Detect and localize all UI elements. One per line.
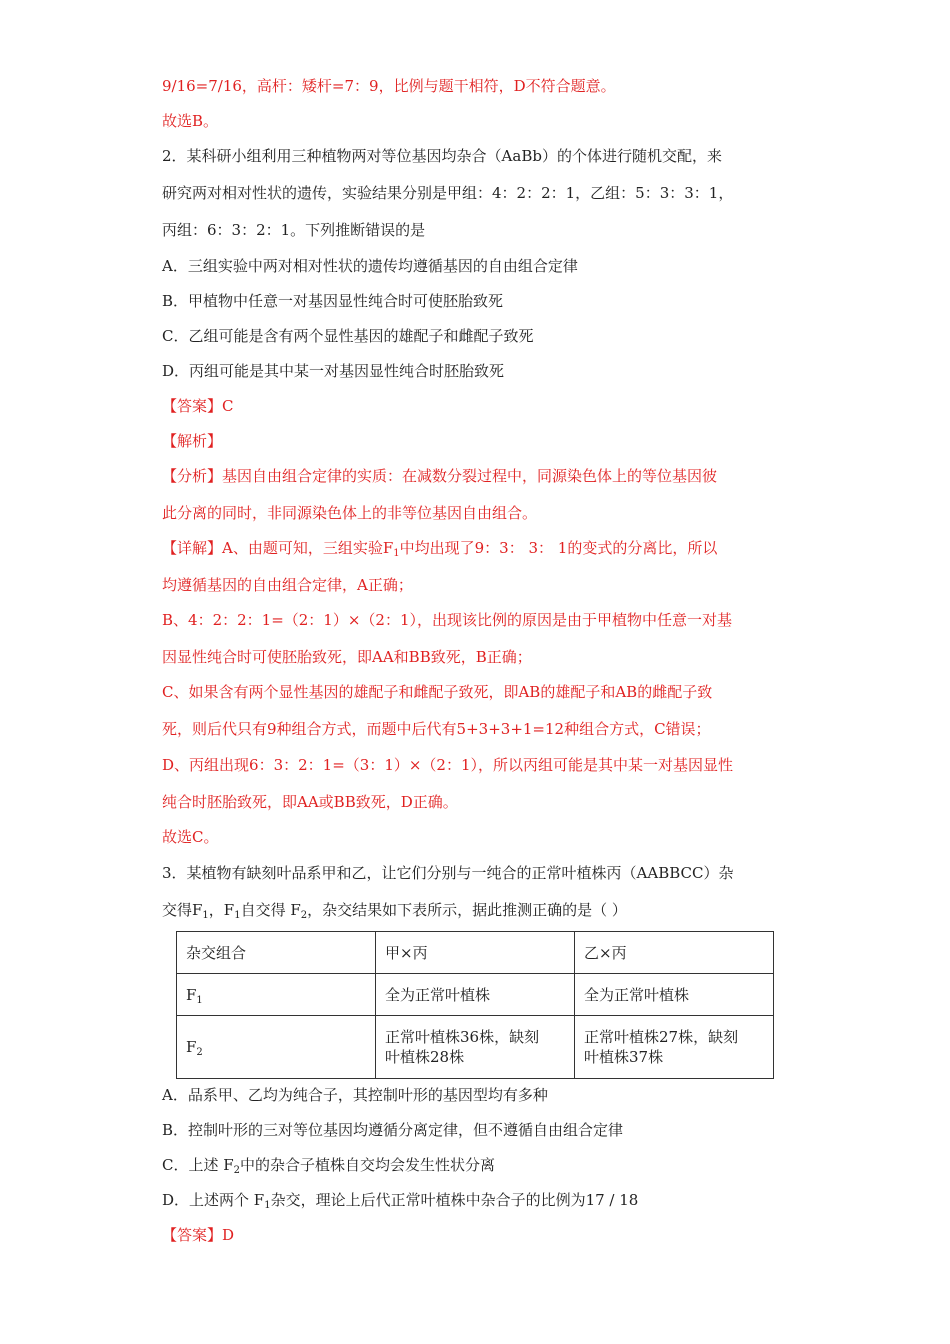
table-cell: 全为正常叶植株: [376, 974, 575, 1016]
detail-text-part: 中均出现了9：3： 3： 1的变式的分离比，所以: [399, 539, 718, 557]
answer-label: 【答案】C: [162, 397, 234, 415]
detail-text: 死，则后代只有9种组合方式，而题中后代有5+3+3+1=12种组合方式，C错误；: [162, 720, 711, 738]
question-3-option-b: B．控制叶形的三对等位基因均遵循分离定律，但不遵循自由组合定律: [162, 1121, 624, 1139]
subscript: 1: [393, 548, 400, 559]
table-cell: [177, 1016, 376, 1079]
text-line: 故选B。: [162, 112, 219, 130]
question-3-stem: 3．某植物有缺刻叶品系甲和乙，让它们分别与一纯合的正常叶植株丙（AABBCC）杂: [162, 864, 734, 882]
cell-text: 叶植株37株: [584, 1048, 664, 1066]
subscript: 1: [196, 994, 203, 1006]
analysis-text: 【分析】基因自由组合定律的实质：在减数分裂过程中，同源染色体上的等位基因彼: [162, 467, 718, 485]
option-part: C．上述 F: [162, 1156, 234, 1174]
detail-text: 均遵循基因的自由组合定律，A正确；: [162, 576, 413, 594]
analysis-label: 【解析】: [162, 432, 223, 450]
option-part: 中的杂合子植株自交均会发生性状分离: [240, 1156, 496, 1174]
answer-label: 【答案】D: [162, 1226, 235, 1244]
detail-text-part: 【详解】A、由题可知，三组实验F: [162, 539, 394, 557]
question-3-stem: [162, 900, 800, 922]
table-cell: [177, 974, 376, 1016]
cell-text: F: [186, 985, 197, 1004]
stem-part: 自交得 F: [240, 901, 301, 919]
table-header-cell: 甲×丙: [376, 932, 575, 974]
analysis-text: 此分离的同时，非同源染色体上的非等位基因自由组合。: [162, 504, 538, 522]
subscript: 1: [264, 1200, 271, 1211]
question-2-stem: 研究两对相对性状的遗传，实验结果分别是甲组：4：2：2：1，乙组：5：3：3：1，: [162, 184, 734, 202]
question-2-option-c: C．乙组可能是含有两个显性基因的雄配子和雌配子致死: [162, 327, 534, 345]
cell-text: 正常叶植株27株，缺刻: [584, 1028, 739, 1046]
question-3-option-a: A．品系甲、乙均为纯合子，其控制叶形的基因型均有多种: [162, 1086, 548, 1104]
stem-part: 交得F: [162, 901, 203, 919]
question-2-option-b: B．甲植物中任意一对基因显性纯合时可使胚胎致死: [162, 292, 504, 310]
detail-text: C、如果含有两个显性基因的雄配子和雌配子致死，即AB的雄配子和AB的雌配子致: [162, 683, 713, 701]
text-line: 故选C。: [162, 828, 219, 846]
detail-text: D、丙组出现6：3：2：1=（3：1）×（2：1），所以丙组可能是其中某一对基因显性: [162, 756, 734, 774]
subscript: 2: [300, 910, 308, 921]
question-2-stem: 2．某科研小组利用三种植物两对等位基因均杂合（AaBb）的个体进行随机交配，来: [162, 147, 722, 165]
question-3-option-d: [162, 1190, 800, 1212]
subscript: 1: [202, 910, 209, 921]
detail-text: 纯合时胚胎致死，即AA或BB致死，D正确。: [162, 793, 458, 811]
question-2-stem: 丙组：6：3：2：1。下列推断错误的是: [162, 221, 426, 239]
detail-text: 因显性纯合时可使胚胎致死，即AA和BB致死，B正确；: [162, 648, 532, 666]
option-part: 杂交，理论上后代正常叶植株中杂合子的比例为17 / 18: [270, 1191, 639, 1209]
question-2-option-d: D．丙组可能是其中某一对基因显性纯合时胚胎致死: [162, 362, 505, 380]
table-row: [177, 1016, 774, 1079]
stem-part: ，杂交结果如下表所示，据此推测正确的是（ ）: [307, 901, 627, 919]
text-line: 9/16=7/16，高杆：矮杆=7：9，比例与题干相符，D不符合题意。: [162, 77, 616, 95]
subscript: 1: [234, 910, 241, 921]
cell-text: 正常叶植株36株，缺刻: [385, 1028, 540, 1046]
stem-part: ，F: [208, 901, 235, 919]
option-part: D．上述两个 F: [162, 1191, 265, 1209]
cell-text: 叶植株28株: [385, 1048, 465, 1066]
detail-text: B、4：2：2：1=（2：1）×（2：1），出现该比例的原因是由于甲植物中任意一对基: [162, 611, 733, 629]
table-cell: [575, 1016, 774, 1079]
table-row: [177, 974, 774, 1016]
question-3-option-c: [162, 1155, 800, 1177]
subscript: 2: [196, 1047, 203, 1058]
cross-results-table: [176, 931, 774, 1079]
table-cell: 全为正常叶植株: [575, 974, 774, 1016]
table-header-cell: 乙×丙: [575, 932, 774, 974]
cell-text: F: [186, 1038, 197, 1056]
detail-text: [162, 538, 800, 560]
table-row: [177, 932, 774, 974]
subscript: 2: [233, 1165, 241, 1176]
question-2-option-a: A．三组实验中两对相对性状的遗传均遵循基因的自由组合定律: [162, 257, 578, 275]
table-header-cell: 杂交组合: [177, 932, 376, 974]
table-cell: [376, 1016, 575, 1079]
